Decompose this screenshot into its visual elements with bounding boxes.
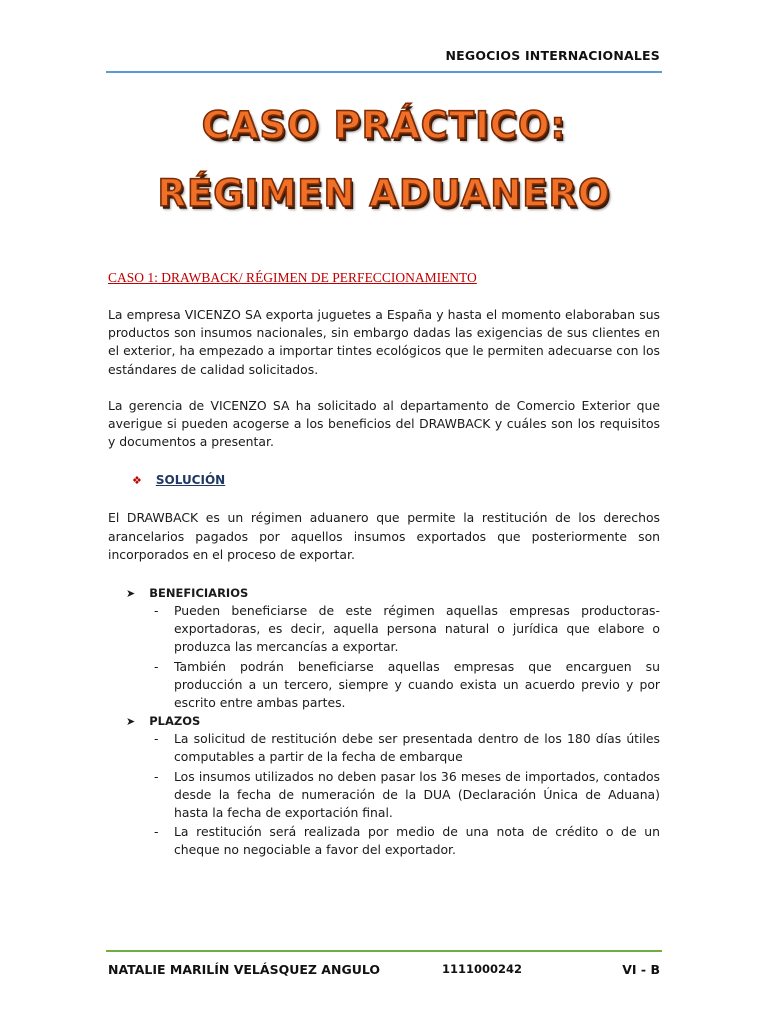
list-item bbox=[154, 602, 660, 657]
beneficiarios-list bbox=[126, 602, 660, 712]
request-paragraph: La gerencia de VICENZO SA ha solicitado al departamento de Comercio Exterior que averigue si pueden acogerse a los beneficios del DRAWBACK y cuáles son los requisitos y documentos a presentar. bbox=[108, 397, 660, 450]
case-heading: CASO 1: DRAWBACK/ RÉGIMEN DE PERFECCIONAMIENTO bbox=[108, 270, 477, 285]
list-item-text: También podrán beneficiarse aquellas empresas que encarguen su producción a un tercero, siempre y cuando exista un acuerdo previo y por escrito entre ambas partes. bbox=[174, 658, 660, 711]
document-title-line-1: CASO PRÁCTICO: bbox=[201, 104, 567, 147]
list-item-text: Los insumos utilizados no deben pasar los 36 meses de importados, contados desde la fecha de numeración de la DUA (Declaración Única de Aduana) hasta la fecha de exportación final. bbox=[174, 768, 660, 821]
list-item-text: La restitución será realizada por medio de una nota de crédito o de un cheque no negociable a favor del exportador. bbox=[174, 824, 660, 858]
dash-bullet-icon: - bbox=[154, 768, 159, 784]
dash-bullet-icon: - bbox=[154, 603, 159, 619]
plazos-list bbox=[126, 730, 660, 859]
class-section: VI - B bbox=[622, 962, 660, 977]
section-plazos bbox=[126, 714, 660, 859]
arrow-bullet-icon: ➤ bbox=[126, 714, 136, 728]
document-body bbox=[108, 270, 660, 862]
section-title: PLAZOS bbox=[149, 714, 201, 729]
section-title: BENEFICIARIOS bbox=[149, 586, 249, 601]
intro-paragraph: La empresa VICENZO SA exporta juguetes a España y hasta el momento elaboraban sus productos son insumos nacionales, sin embargo dadas las exigencias de sus clientes en el exterior, ha empezado a importar tintes ecológicos que le permiten adecuarse con los estándares de calidad solicitados. bbox=[108, 307, 660, 377]
arrow-bullet-icon: ➤ bbox=[126, 586, 136, 600]
section-beneficiarios bbox=[126, 586, 660, 712]
section-heading bbox=[126, 714, 660, 728]
header-divider bbox=[106, 71, 662, 73]
document-title-line-2: RÉGIMEN ADUANERO bbox=[157, 172, 611, 215]
diamond-bullet-icon: ❖ bbox=[132, 473, 142, 487]
dash-bullet-icon: - bbox=[154, 658, 159, 674]
solution-paragraph: El DRAWBACK es un régimen aduanero que permite la restitución de los derechos arancelarios pagados por aquellos insumos exportados que posteriormente son incorporados en el proceso de exportar. bbox=[108, 510, 660, 562]
list-item bbox=[154, 658, 660, 713]
solution-heading bbox=[132, 473, 660, 487]
footer-divider bbox=[106, 950, 662, 952]
dash-bullet-icon: - bbox=[154, 731, 159, 747]
list-item bbox=[154, 730, 660, 766]
list-item bbox=[154, 823, 660, 859]
dash-bullet-icon: - bbox=[154, 824, 159, 840]
author-name: NATALIE MARILÍN VELÁSQUEZ ANGULO bbox=[108, 962, 380, 977]
list-item-text: La solicitud de restitución debe ser presentada dentro de los 180 días útiles computables a partir de la fecha de embarque bbox=[174, 731, 660, 765]
page-header: NEGOCIOS INTERNACIONALES bbox=[445, 48, 660, 63]
list-item bbox=[154, 768, 660, 823]
student-code: 1111000242 bbox=[442, 962, 523, 976]
solution-label: SOLUCIÓN bbox=[155, 473, 226, 488]
list-item-text: Pueden beneficiarse de este régimen aquellas empresas productoras-exportadoras, es decir, aquella persona natural o jurídica que elabore o produzca las mercancías a exportar. bbox=[174, 603, 660, 655]
section-heading bbox=[126, 586, 660, 600]
